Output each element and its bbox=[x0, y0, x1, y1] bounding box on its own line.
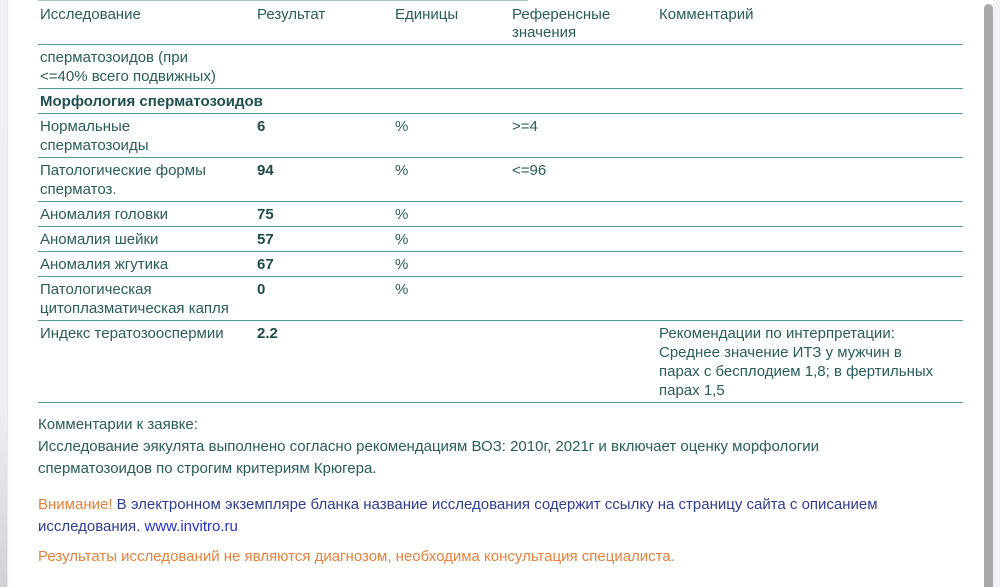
table-section-row bbox=[38, 89, 963, 114]
comment-text bbox=[657, 158, 963, 201]
study-name: Аномалия головки bbox=[40, 206, 169, 223]
units-value: % bbox=[395, 281, 409, 298]
result-value: 67 bbox=[257, 256, 274, 273]
request-comment-text: Исследование эякулята выполнено согласно рекомендациям ВОЗ: 2010г, 2021г и включает оценку морфологии сперматозоидов по строгим критериям Крюгера. bbox=[38, 438, 820, 477]
units-value bbox=[393, 321, 510, 402]
table-row bbox=[38, 252, 963, 277]
result-value: 94 bbox=[257, 162, 274, 179]
study-name: Аномалия шейки bbox=[40, 231, 159, 248]
request-comments-title: Комментарии к заявке: bbox=[38, 416, 198, 433]
comment-text bbox=[657, 45, 963, 88]
notice-line-1-text: В электронном экземпляре бланка название исследования содержит ссылку на страницу сайта с описанием bbox=[112, 496, 878, 513]
column-header-result: Результат bbox=[257, 6, 326, 23]
comment-text bbox=[657, 114, 963, 157]
section-title: Морфология сперматозоидов bbox=[40, 93, 263, 110]
reference-value bbox=[510, 252, 657, 276]
invitro-link[interactable]: www.invitro.ru bbox=[144, 518, 238, 535]
study-name: сперматозоидов (при <=40% всего подвижных) bbox=[40, 49, 216, 85]
table-row bbox=[38, 321, 963, 403]
scrollbar-track[interactable] bbox=[993, 0, 1000, 587]
reference-value: >=4 bbox=[512, 118, 538, 135]
comment-text bbox=[657, 227, 963, 251]
table-header-row bbox=[38, 0, 963, 45]
column-header-comment: Комментарий bbox=[659, 6, 754, 23]
warning-label: Внимание! bbox=[38, 496, 113, 513]
result-value: 75 bbox=[257, 206, 274, 223]
results-content bbox=[38, 0, 963, 568]
units-value bbox=[393, 45, 510, 88]
reference-value: <=96 bbox=[512, 162, 547, 179]
reference-value bbox=[510, 227, 657, 251]
column-header-reference: Референсные значения bbox=[512, 6, 611, 41]
result-value: 57 bbox=[257, 231, 274, 248]
study-name: Патологические формы сперматоз. bbox=[40, 162, 206, 198]
table-row bbox=[38, 158, 963, 202]
units-value: % bbox=[395, 162, 409, 179]
notice-line-2 bbox=[38, 516, 963, 538]
result-value bbox=[255, 45, 393, 88]
notice-line-2-text: исследования. bbox=[38, 518, 145, 535]
study-name: Патологическая цитоплазматическая капля bbox=[40, 281, 229, 317]
units-value: % bbox=[395, 118, 409, 135]
reference-value bbox=[510, 202, 657, 226]
results-disclaimer: Результаты исследований не являются диагнозом, необходима консультация специалиста. bbox=[38, 548, 675, 565]
result-value: 0 bbox=[257, 281, 266, 298]
table-row bbox=[38, 45, 963, 89]
results-table bbox=[38, 45, 963, 403]
table-row bbox=[38, 277, 963, 321]
table-row bbox=[38, 227, 963, 252]
study-name: Индекс тератозооспермии bbox=[40, 325, 224, 342]
table-row bbox=[38, 202, 963, 227]
comment-text bbox=[657, 202, 963, 226]
units-value: % bbox=[395, 256, 409, 273]
reference-value bbox=[510, 277, 657, 320]
study-name: Аномалия жгутика bbox=[40, 256, 169, 273]
notice-line-1 bbox=[38, 494, 963, 516]
comment-text bbox=[657, 277, 963, 320]
units-value: % bbox=[395, 206, 409, 223]
column-header-units: Единицы bbox=[395, 6, 459, 23]
result-value: 6 bbox=[257, 118, 266, 135]
page-left-edge bbox=[0, 0, 7, 587]
comment-text bbox=[657, 252, 963, 276]
footer-comments bbox=[38, 414, 963, 568]
page-left-edge-shadow bbox=[7, 0, 9, 587]
scrollbar-thumb[interactable] bbox=[984, 4, 993, 587]
comment-text: Рекомендации по интерпретации: Среднее значение ИТЗ у мужчин в парах с бесплодием 1,8; в фертильных парах 1,5 bbox=[659, 325, 934, 399]
table-row bbox=[38, 114, 963, 158]
units-value: % bbox=[395, 231, 409, 248]
column-header-study: Исследование bbox=[40, 6, 141, 23]
reference-value bbox=[510, 321, 657, 402]
study-name: Нормальные сперматозоиды bbox=[40, 118, 149, 154]
reference-value bbox=[510, 45, 657, 88]
electronic-copy-notice bbox=[38, 494, 963, 538]
result-value: 2.2 bbox=[257, 325, 278, 342]
